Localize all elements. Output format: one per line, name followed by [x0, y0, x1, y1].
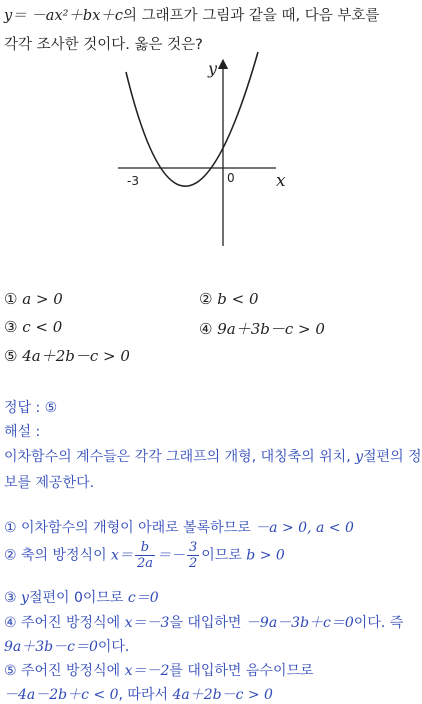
y-axis-label: y: [208, 59, 218, 78]
choice-1-expr: a > 0: [22, 290, 63, 308]
choice-2[interactable]: [199, 290, 258, 308]
step-5-expr-2: 4a＋2b－c > 0: [172, 687, 273, 703]
choice-5-number: ⑤: [4, 347, 18, 365]
fraction-1-denominator: 2a: [136, 556, 153, 571]
fraction-2-numerator: 3: [188, 540, 198, 555]
neg-root-label: -3: [127, 174, 139, 188]
step-5-expr-1: －4a－2b＋c < 0: [4, 687, 119, 703]
step-3-text: 절편이 0이므로: [28, 590, 128, 606]
choice-5-expr: 4a＋2b－c > 0: [22, 347, 130, 365]
step-2-result: b > 0: [246, 547, 285, 564]
choice-1[interactable]: [4, 290, 63, 308]
step-1-math: －a > 0, a < 0: [255, 520, 354, 536]
step-2-text: ② 축의 방정식이: [4, 547, 112, 564]
step-1-text: ① 이차함수의 개형이 아래로 볼록하므로: [4, 520, 256, 536]
choice-2-expr: b < 0: [217, 290, 259, 308]
step-4-text: ④ 주어진 방정식에: [4, 615, 125, 631]
question-equation: y＝ －ax²＋bx＋c: [4, 8, 124, 24]
question-line-1-text: 의 그래프가 그림과 같을 때, 다음 부호를: [123, 8, 380, 24]
summary-y-symbol: y: [355, 449, 364, 465]
summary-text-2: 절편의 정: [363, 449, 422, 465]
origin-label: 0: [227, 171, 235, 185]
step-5: [4, 660, 314, 680]
step-3: [4, 587, 159, 607]
step-2-fraction-2: [187, 540, 199, 571]
step-4-mid: 을 대입하면: [169, 615, 246, 631]
choice-4-number: ④: [199, 320, 213, 338]
step-2: [4, 540, 285, 571]
step-2-eq: ＝－: [156, 547, 185, 564]
step-1: [4, 517, 354, 537]
explanation-title: 해설 :: [4, 424, 41, 440]
summary-text-1: 이차함수의 계수들은 각각 그래프의 개형, 대칭축의 위치,: [4, 449, 356, 465]
step-4-line-2: [4, 636, 129, 656]
step-5-text: ⑤ 주어진 방정식에: [4, 663, 125, 679]
step-4-tail: 이다. 즉: [353, 615, 404, 631]
choice-3-expr: c < 0: [22, 318, 63, 336]
choice-4-expr: 9a＋3b－c > 0: [217, 320, 325, 338]
choice-3-number: ③: [4, 318, 18, 336]
step-4-line-2-tail: 이다.: [97, 639, 130, 655]
step-3-y-symbol: y: [21, 590, 29, 606]
step-5-mid: 를 대입하면 음수이므로: [169, 663, 314, 679]
answer-label: 정답 : ⑤: [4, 400, 58, 416]
step-5-line-2: [4, 684, 273, 704]
choice-5[interactable]: [4, 345, 130, 366]
fraction-2-denominator: 2: [188, 556, 198, 571]
step-2-tail: 이므로: [201, 547, 247, 564]
question-line-2: 각각 조사한 것이다. 옳은 것은?: [4, 37, 203, 53]
x-axis-label: x: [276, 171, 286, 191]
step-3-number: ③: [4, 590, 22, 606]
step-5-x: x＝－2: [124, 663, 170, 679]
explanation-summary-1: [4, 446, 422, 466]
choice-2-number: ②: [199, 290, 213, 308]
choice-3[interactable]: [4, 318, 62, 336]
explanation-summary-2: 보를 제공한다.: [4, 475, 95, 491]
fraction-1-numerator: b: [135, 540, 155, 556]
step-2-lhs: x＝: [111, 547, 133, 564]
choice-1-number: ①: [4, 290, 18, 308]
parabola-curve: [126, 52, 258, 186]
step-4-expr: －9a－3b＋c＝0: [245, 615, 354, 631]
step-4: [4, 612, 403, 632]
step-3-math: c＝0: [127, 590, 159, 606]
step-4-x: x＝－3: [124, 615, 170, 631]
step-2-fraction-1: [135, 540, 155, 571]
step-5-mid-2: , 따라서: [118, 687, 173, 703]
step-4-line-2-expr: 9a＋3b－c＝0: [4, 639, 98, 655]
choice-4[interactable]: [199, 318, 325, 339]
parabola-graph: [0, 0, 400, 260]
